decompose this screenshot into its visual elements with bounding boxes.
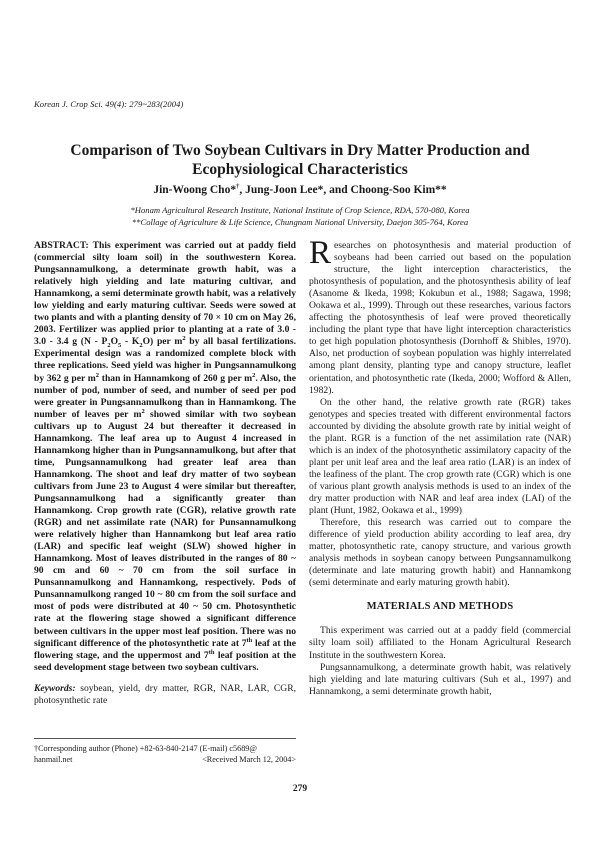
section-heading-methods: MATERIALS AND METHODS: [366, 601, 514, 613]
affiliation-2: **Collage of Agriculture & Life Science, Chungnam National University, Daejon 305-764, Korea: [131, 217, 469, 227]
drop-cap: R: [309, 235, 332, 271]
affiliations: [40, 204, 560, 228]
methods-paragraph-1: This experiment was carried out at a paddy field (commercial silty loam soil) affiliated to the Honam Agricultural Research Institute in the southwestern Korea.: [309, 625, 571, 661]
affiliation-1: *Honam Agricultural Research Institute, National Institute of Crop Science, RDA, 570-080, Korea: [130, 205, 470, 215]
title-line-2: Ecophysiological Characteristics: [192, 161, 408, 178]
journal-citation: Korean J. Crop Sci. 49(4): 279~283(2004): [34, 99, 184, 109]
title-line-1: Comparison of Two Soybean Cultivars in Dry Matter Production and: [70, 142, 530, 159]
keywords-text: soybean, yield, dry matter, RGR, NAR, LAR, CGR, photosynthetic rate: [34, 682, 296, 706]
intro-paragraph-2: On the other hand, the relative growth rate (RGR) takes genotypes and species treated with different environmental factors accounted by dividing the absolute growth rate by initial weight of the plant. RGR is a function of the net assimilation rate (NAR) which is an index of the photosynthetic assimilatory capacity of the plant per unit leaf area and the leaf area ratio (LAR) is an index of the leafiness of the plant. The crop growth rate (CGR) which is one of various plant growth analysis methods is used to an index of the dry matter production with NAR and leaf area index (LAI) of the plant (Hunt, 1982, Ookawa et al., 1999): [309, 396, 571, 517]
footnote-line-2: [34, 754, 296, 765]
corresponding-author-footnote: [34, 738, 296, 765]
footnote-email-domain: hanmail.net: [34, 755, 73, 764]
corresponding-mark: †: [236, 183, 240, 191]
received-date: <Received March 12, 2004>: [202, 755, 296, 764]
left-column: [34, 240, 296, 707]
author-list: [40, 184, 560, 196]
abstract-label: ABSTRACT:: [34, 240, 89, 251]
abstract: ABSTRACT: This experiment was carried out at paddy field (commercial silty loam soil) in the southwestern Korea. Pungsannamulkong, a determinate growth habit, was a relatively high yielding and late maturing cultivar, and Hannamkong, a semi determinate growth habit, was a relatively low yielding and early maturing cultivar. Seeds were sowed at two plants and with a planting density of 70 × 10 cm on May 26, 2003. Fertilizer was applied prior to planting at a rate of 3.0 - 3.0 - 3.4 g $(N - P_2O_5 - K_2O)$ per $m^2$ by all basal fertilizations. Experimental design was a randomized complete block with three replications. Seed yield was higher in Pungsannamulkong by 362 g per $m^2$ than in Hannamkong of 260 g per $m^2$. Also, the number of pod, number of seed, and number of seed per pod were greater in Pungsannamulkong than in Hannamkong. The number of leaves per $m^2$ showed similar with two soybean cultivars up to August 24 but thereafter it decreased in Hannamkong. The leaf area up to August 4 increased in Hannamkong higher than in Pungsannamulkong, but after that time, Pungsannamulkong had greater leaf area than Hannamkong. The shoot and leaf dry matter of two soybean cultivars from June 23 to August 4 were similar but thereafter, Pungsannamulkong had a significantly greater than Hannamkong. Crop growth rate (CGR), relative growth rate (RGR) and net assimilate rate (NAR) for Punsannamulkong were relatively higher than Hannamkong but leaf area ratio (LAR) and specific leaf weight (SLW) showed higher in Hannamkong. Most of leaves distributed in the ranges of 80 ~ 90 cm and 60 ~ 70 cm from the soil surface in Punsannamulkong and Hannamkong, respectively. Pods of Punsannamulkong ranged 10 ~ 80 cm from the soil surface and most of pods were distributed at 40 ~ 50 cm. Photosynthetic rate at the flowering stage showed a significant difference between cultivars in the upper most leaf position. There was no significant difference of the photosynthetic rate at 7th leaf at the flowering stage, and the uppermost and 7th leaf position at the seed development stage between two soybean cultivars.: [34, 240, 297, 673]
paper-title: [40, 141, 560, 179]
methods-paragraph-2: Pungsannamulkong, a determinate growth habit, was relatively high yielding and late maturing cultivars (Suh et al., 1997) and Hannamkong, a semi determinate growth habit,: [309, 661, 571, 697]
footnote-line-1: †Corresponding author (Phone) +82-63-840-2147 (E-mail) c5689@: [34, 744, 257, 753]
author-others: , Jung-Joon Lee*, and Choong-Soo Kim**: [239, 184, 447, 196]
intro-paragraph-3: Therefore, this research was carried out to compare the difference of yield production ability according to leaf area, dry matter, photosynthetic rate, canopy structure, and various growth analysis methods in soybean canopy between Pungsannamulkong (determinate and late maturing growth habit) and Hannamkong (semi determinate and early maturing growth habit).: [309, 517, 571, 589]
page-number: 279: [292, 784, 308, 794]
right-column: [309, 235, 571, 698]
author-1: Jin-Woong Cho*: [153, 184, 237, 196]
keywords-label: Keywords:: [34, 682, 76, 694]
keywords: [34, 683, 296, 707]
intro-paragraph-1: Researches on photosynthesis and material production of soybeans had been carried out based on the population structure, the light interception characteristics, the photosynthesis of population, and the photosynthesis ability of leaf (Asanome & Ikeda, 1998; Kokubun et al., 1988; Sagawa, 1998; Ookawa et al., 1999). Through out these researches, various factors affecting the photosynthesis of leaf were proved theoretically including the plant type that have light interception characteristics to get high population photosynthesis (Dornhoff & Shibles, 1970). Also, net production of soybean population was highly interrelated among plant density, planting type and canopy structure, leaflet orientation, and photosynthetic rate (Ikeda, 2000; Wofford & Allen, 1982).: [309, 235, 571, 396]
